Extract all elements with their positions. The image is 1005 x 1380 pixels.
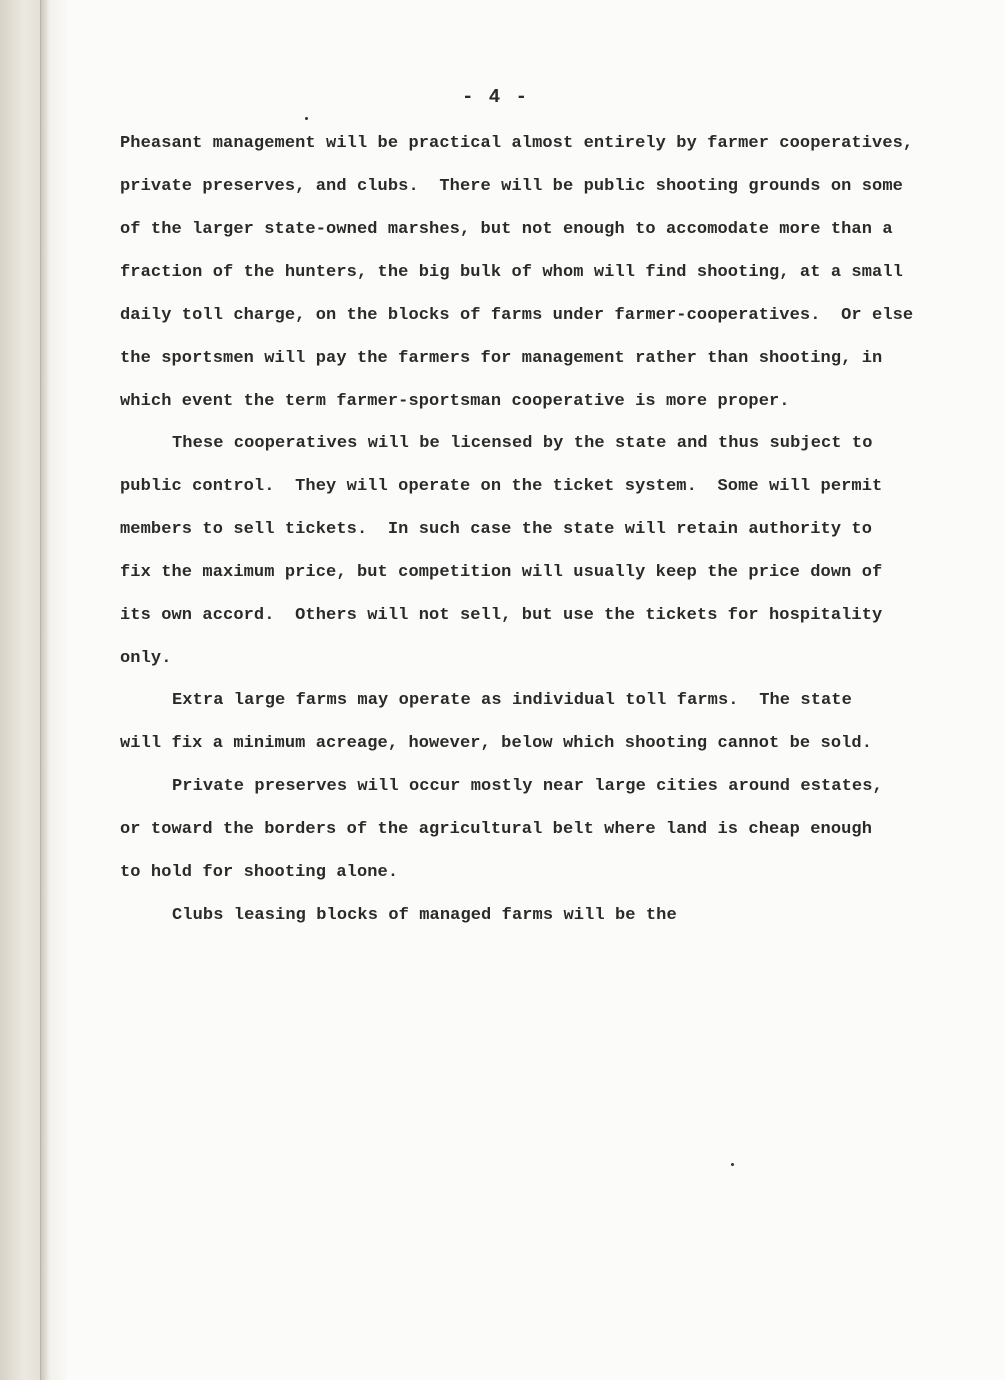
text-line: of the larger state-owned marshes, but not enough to accomodate more than a: [120, 220, 893, 239]
text-line: its own accord. Others will not sell, but use the tickets for hospitality: [120, 606, 883, 625]
text-line: Private preserves will occur mostly near large cities around estates,: [172, 777, 883, 796]
text-line: daily toll charge, on the blocks of farms under farmer-cooperatives. Or else: [120, 306, 914, 325]
text-line: fraction of the hunters, the big bulk of whom will find shooting, at a small: [120, 263, 903, 282]
text-line: Pheasant management will be practical almost entirely by farmer cooperatives,: [120, 134, 914, 153]
text-line: the sportsmen will pay the farmers for management rather than shooting, in: [120, 349, 883, 368]
text-line: Clubs leasing blocks of managed farms will be the: [172, 906, 677, 925]
paragraph-private-preserves: [120, 765, 883, 894]
paragraph-cooperatives: [120, 422, 882, 680]
text-line: These cooperatives will be licensed by the state and thus subject to: [172, 434, 873, 453]
text-line: public control. They will operate on the ticket system. Some will permit: [120, 477, 883, 496]
text-line: members to sell tickets. In such case the state will retain authority to: [120, 520, 873, 539]
stray-mark: [305, 117, 308, 120]
text-line: Extra large farms may operate as individual toll farms. The state: [172, 691, 852, 710]
page-gutter: [40, 0, 67, 1380]
text-line: which event the term farmer-sportsman cooperative is more proper.: [120, 392, 790, 411]
text-line: only.: [120, 649, 172, 668]
binding-edge: [0, 0, 40, 1380]
stray-mark: [731, 1163, 734, 1166]
page-number: - 4 -: [462, 86, 530, 108]
text-line: or toward the borders of the agricultural belt where land is cheap enough: [120, 820, 873, 839]
text-line: fix the maximum price, but competition will usually keep the price down of: [120, 563, 883, 582]
text-line: private preserves, and clubs. There will be public shooting grounds on some: [120, 177, 903, 196]
paragraph-clubs: [120, 894, 677, 937]
paragraph-toll-farms: [120, 679, 872, 765]
paragraph-pheasant-management: [120, 122, 913, 423]
text-line: to hold for shooting alone.: [120, 863, 399, 882]
text-line: will fix a minimum acreage, however, below which shooting cannot be sold.: [120, 734, 873, 753]
